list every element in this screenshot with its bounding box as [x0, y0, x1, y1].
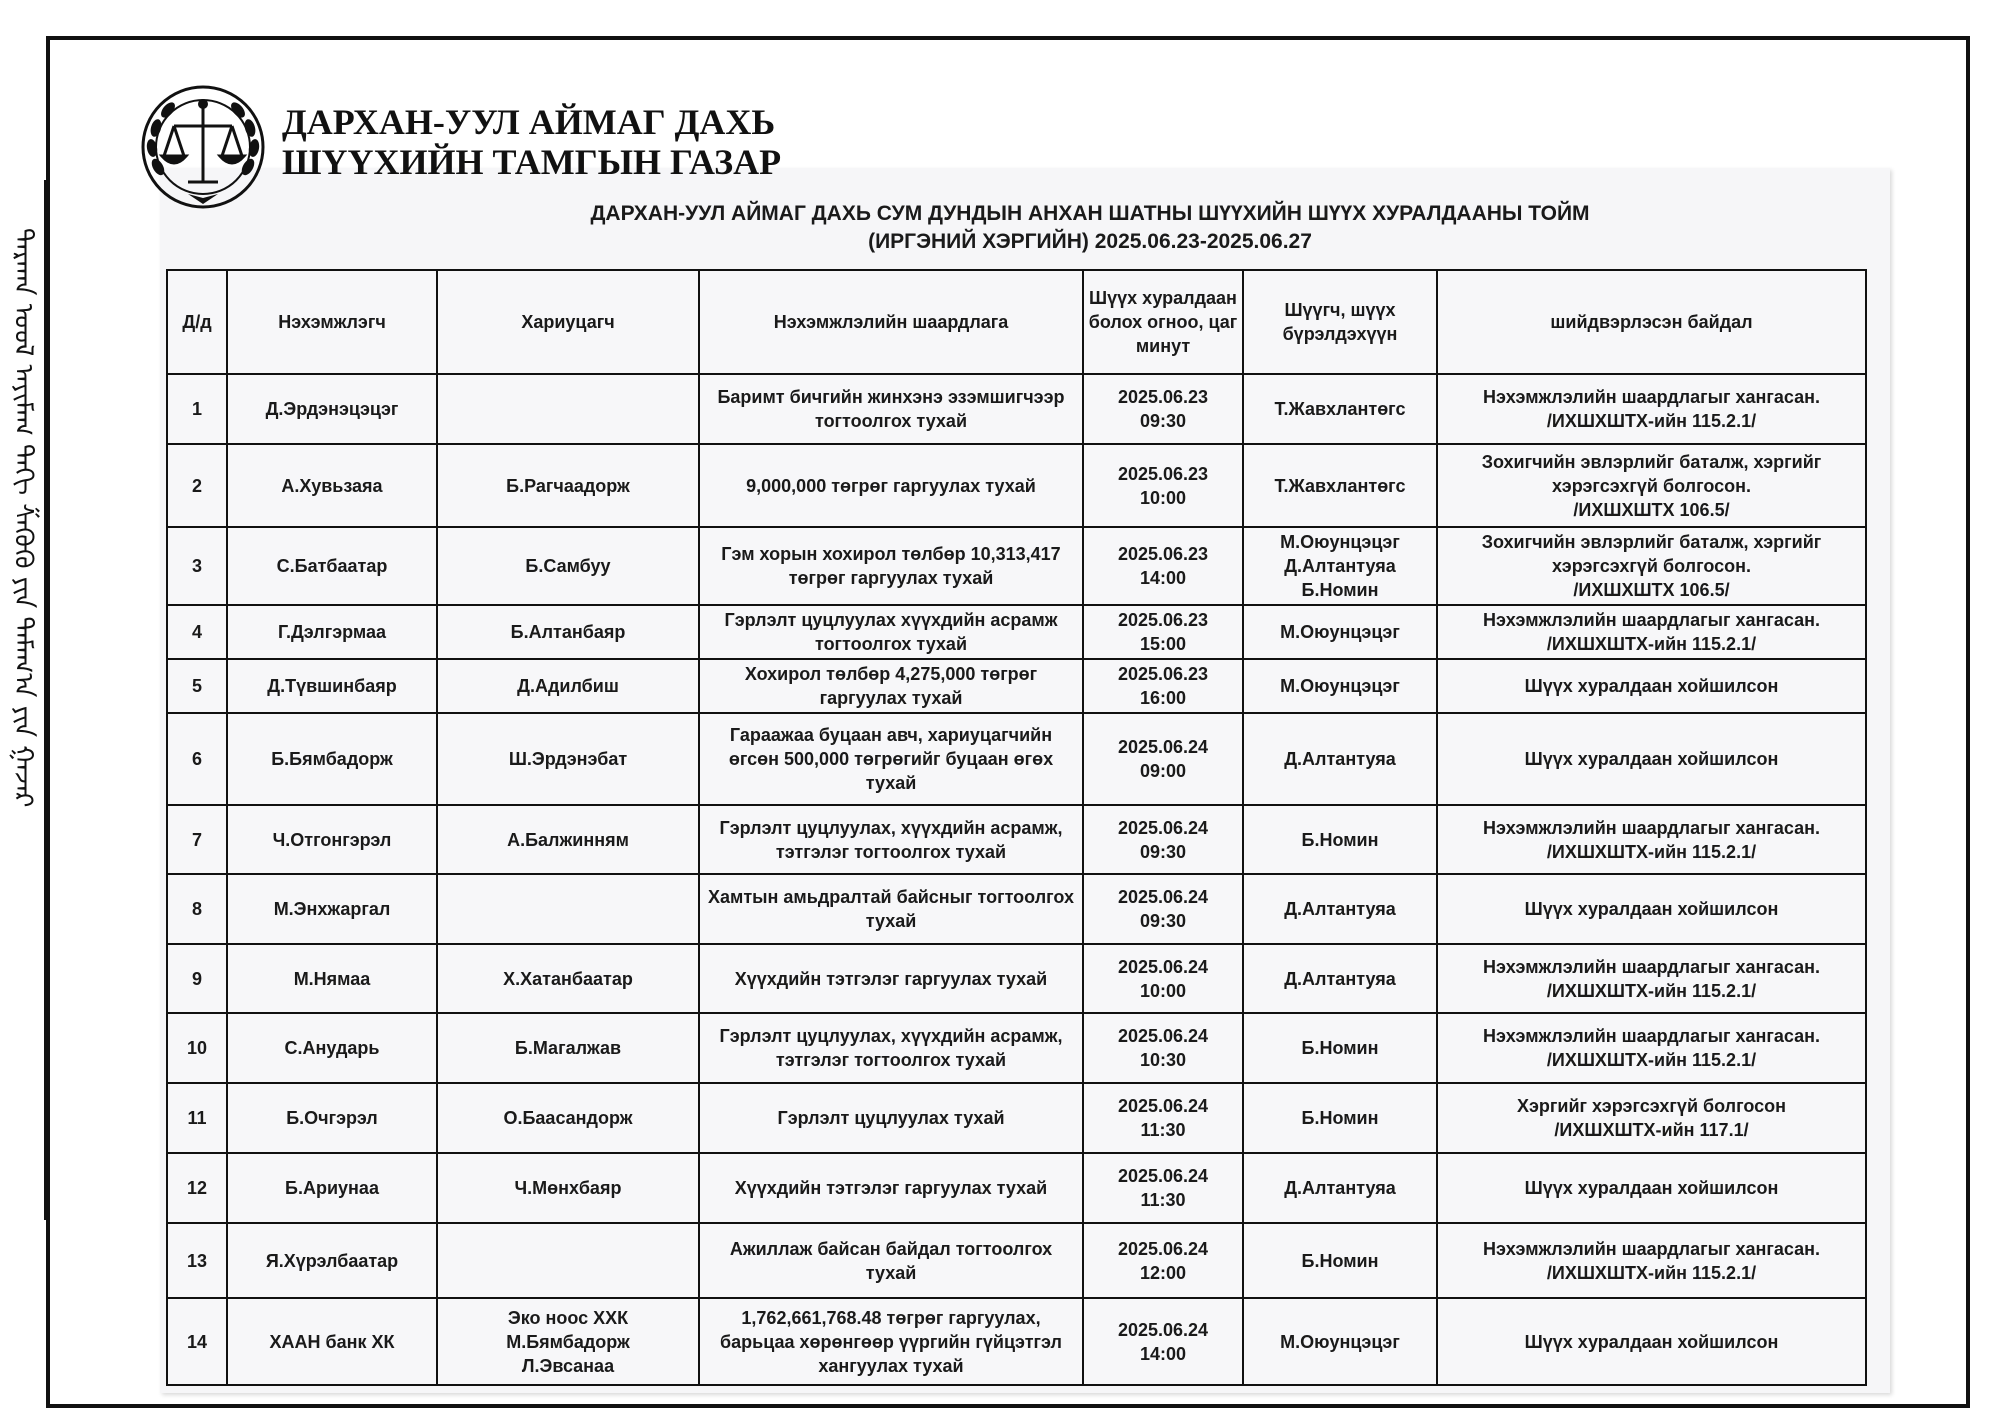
cell-claim: [699, 1083, 1083, 1153]
cell-plaintiff-line: С.Батбаатар: [276, 556, 388, 576]
cell-result: [1437, 944, 1866, 1013]
cell-plaintiff: [227, 444, 437, 527]
table-row: [167, 1153, 1866, 1223]
cell-defendant: [437, 659, 699, 713]
cell-plaintiff: [227, 374, 437, 444]
hearing-date: 2025.06.24: [1117, 1319, 1209, 1340]
cell-result: [1437, 874, 1866, 944]
cell-result: [1437, 659, 1866, 713]
cell-result-line: Шүүх хуралдаан хойшилсон: [1524, 676, 1779, 696]
cell-judge-line: Д.Алтантуяа: [1284, 1178, 1396, 1198]
cell-result: [1437, 805, 1866, 874]
cell-defendant-line: Эко ноос ХХК: [507, 1307, 629, 1328]
cell-judge-line: М.Оюунцэцэг: [1280, 1331, 1400, 1352]
cell-claim-line: Гэрлэлт цуцлуулах, хүүхдийн асрамж,: [719, 1026, 1063, 1046]
cell-hearing-datetime: [1083, 374, 1243, 444]
cell-judge-line: Д.Алтантуяа: [1284, 556, 1396, 576]
table-row: [167, 805, 1866, 874]
cell-plaintiff-line: Г.Дэлгэрмаа: [278, 622, 386, 642]
cell-plaintiff: [227, 944, 437, 1013]
cell-judge-line: Б.Номин: [1301, 1108, 1379, 1128]
hearing-date: 2025.06.23: [1117, 463, 1209, 484]
cell-defendant-line: Ч.Мөнхбаяр: [514, 1178, 622, 1198]
cell-hearing-datetime: [1083, 659, 1243, 713]
cell-plaintiff-line: Б.Бямбадорж: [271, 749, 393, 769]
cell-plaintiff-line: С.Анударь: [284, 1038, 380, 1058]
cell-judge-line: Б.Номин: [1301, 1250, 1379, 1271]
hearing-time: 11:30: [1140, 1190, 1186, 1210]
hearing-time: 09:30: [1139, 911, 1187, 931]
cell-result-line: /ИХШХШТХ-ийн 115.2.1/: [1546, 634, 1757, 654]
hearing-date: 2025.06.23: [1117, 610, 1209, 630]
cell-plaintiff: [227, 1223, 437, 1298]
cell-result-line: /ИХШХШТХ-ийн 115.2.1/: [1546, 1050, 1757, 1070]
cell-defendant: [437, 444, 699, 527]
organization-title-line1: ДАРХАН-УУЛ АЙМАГ ДАХЬ: [282, 102, 776, 142]
cell-defendant: [437, 1083, 699, 1153]
hearing-time: 10:00: [1139, 487, 1187, 508]
cell-number: 3: [167, 527, 227, 605]
cell-result: [1437, 605, 1866, 659]
cell-claim: [699, 944, 1083, 1013]
cell-result-line: Нэхэмжлэлийн шаардлагыг хангасан.: [1483, 956, 1820, 977]
hearing-time: 16:00: [1139, 688, 1187, 708]
cell-defendant: [437, 713, 699, 805]
cell-claim-line: Хамтын амьдралтай байсныг тогтоолгох: [708, 887, 1074, 907]
cell-hearing-datetime: [1083, 1013, 1243, 1083]
cell-judge: [1243, 1298, 1437, 1385]
cell-plaintiff: [227, 805, 437, 874]
cell-claim: [699, 1013, 1083, 1083]
cell-hearing-datetime: [1083, 944, 1243, 1013]
cell-result: [1437, 1013, 1866, 1083]
cell-defendant-line: Б.Магалжав: [514, 1038, 622, 1058]
cell-claim-line: тэтгэлэг тогтоолгох тухай: [775, 841, 1007, 862]
cell-number: 14: [167, 1298, 227, 1385]
cell-claim-line: гаргуулах тухай: [819, 688, 963, 708]
hearing-time: 14:00: [1139, 1343, 1187, 1364]
cell-judge-line: Б.Номин: [1301, 1038, 1379, 1058]
cell-hearing-datetime: [1083, 444, 1243, 527]
table-row: [167, 713, 1866, 805]
cell-defendant-line: Б.Рагчаадорж: [506, 475, 630, 496]
cell-claim-line: тэтгэлэг тогтоолгох тухай: [775, 1050, 1007, 1070]
cell-result-line: Нэхэмжлэлийн шаардлагыг хангасан.: [1483, 817, 1820, 838]
cell-result-line: Нэхэмжлэлийн шаардлагыг хангасан.: [1483, 1238, 1820, 1259]
cell-number: 13: [167, 1223, 227, 1298]
column-header-number: Д/д: [167, 270, 227, 374]
cell-plaintiff: [227, 1083, 437, 1153]
court-emblem-icon: [138, 82, 268, 212]
cell-claim-line: Гэрлэлт цуцлуулах хүүхдийн асрамж: [724, 610, 1058, 630]
hearing-time: 10:30: [1139, 1050, 1187, 1070]
hearing-date: 2025.06.24: [1117, 956, 1209, 977]
cell-claim: [699, 374, 1083, 444]
hearing-date: 2025.06.24: [1117, 737, 1209, 757]
cell-judge: [1243, 1013, 1437, 1083]
cell-plaintiff-line: Д.Түвшинбаяр: [267, 676, 397, 696]
hearing-date: 2025.06.24: [1117, 1166, 1209, 1186]
cell-claim-line: 9,000,000 төгрөг гаргуулах тухай: [746, 475, 1036, 496]
cell-claim-line: барьцаа хөрөнгөөр үүргийн гүйцэтгэл: [720, 1331, 1062, 1352]
cell-hearing-datetime: [1083, 713, 1243, 805]
cell-defendant: [437, 874, 699, 944]
organization-title-line2: ШҮҮХИЙН ТАМГЫН ГАЗАР: [282, 142, 782, 182]
cell-number: 4: [167, 605, 227, 659]
cell-judge: [1243, 713, 1437, 805]
cell-plaintiff-line: Б.Очгэрэл: [286, 1108, 378, 1128]
cell-judge: [1243, 605, 1437, 659]
cell-result-line: /ИХШХШТХ-ийн 115.2.1/: [1546, 980, 1757, 1001]
cell-number: 8: [167, 874, 227, 944]
cell-result-line: Шүүх хуралдаан хойшилсон: [1524, 749, 1779, 769]
table-row: [167, 659, 1866, 713]
cell-plaintiff-line: А.Хувьзаяа: [281, 475, 383, 496]
cell-defendant: [437, 805, 699, 874]
cell-result: [1437, 1223, 1866, 1298]
cell-plaintiff-line: М.Нямаа: [293, 968, 371, 989]
cell-claim: [699, 527, 1083, 605]
cell-result-line: /ИХШХШТХ-ийн 115.2.1/: [1546, 841, 1757, 862]
cell-defendant: [437, 944, 699, 1013]
cell-claim-line: тогтоолгох тухай: [814, 634, 968, 654]
cell-judge-line: Т.Жавхлантөгс: [1274, 399, 1406, 419]
cell-plaintiff: [227, 1013, 437, 1083]
table-row: [167, 444, 1866, 527]
document-title-line1: ДАРХАН-УУЛ АЙМАГ ДАХЬ СУМ ДУНДЫН АНХАН ШАТНЫ ШҮҮХИЙН ШҮҮХ ХУРАЛДААНЫ ТОЙМ: [590, 202, 1590, 225]
cell-number: 7: [167, 805, 227, 874]
cell-result-line: Шүүх хуралдаан хойшилсон: [1524, 899, 1779, 919]
cell-defendant: [437, 527, 699, 605]
hearing-time: 11:30: [1140, 1120, 1186, 1140]
hearing-date: 2025.06.23: [1117, 664, 1209, 684]
cell-plaintiff-line: М.Энхжаргал: [273, 899, 391, 919]
cell-claim-line: Баримт бичгийн жинхэнэ эзэмшигчээр: [717, 387, 1065, 407]
hearing-date: 2025.06.24: [1117, 817, 1209, 838]
cell-claim-line: Хохирол төлбөр 4,275,000 төгрөг: [744, 664, 1038, 684]
hearing-date: 2025.06.24: [1117, 1238, 1209, 1259]
cell-judge-line: М.Оюунцэцэг: [1280, 532, 1400, 552]
cell-defendant-line: Л.Эвсанаа: [521, 1355, 615, 1376]
cell-plaintiff: [227, 1298, 437, 1385]
table-row: [167, 944, 1866, 1013]
cell-judge: [1243, 1083, 1437, 1153]
cell-number: 10: [167, 1013, 227, 1083]
vertical-mongolian-script: ᠳᠠᠷᠬᠠᠨ ᠤᠤᠯ ᠠᠶᠢᠮᠠᠭ ᠳᠠᠬᠢ ᠱᠠᠭᠦᠬᠦ ᠶᠢᠨ ᠲᠠᠮᠠᠭ᠎ᠠ ᠶᠢᠨ ᠭᠠᠵᠠᠷ: [8, 228, 38, 808]
cell-claim-line: тухай: [865, 773, 917, 793]
table-row: [167, 1083, 1866, 1153]
cell-result: [1437, 527, 1866, 605]
cell-result: [1437, 1153, 1866, 1223]
cell-claim: [699, 1298, 1083, 1385]
table-row: [167, 874, 1866, 944]
cell-claim-line: Хүүхдийн тэтгэлэг гаргуулах тухай: [734, 1178, 1048, 1198]
hearing-date: 2025.06.24: [1117, 1096, 1209, 1116]
cell-plaintiff-line: Ч.Отгонгэрэл: [272, 829, 392, 850]
cell-defendant-line: Б.Алтанбаяр: [510, 622, 626, 642]
cell-hearing-datetime: [1083, 1083, 1243, 1153]
hearing-time: 09:00: [1139, 761, 1187, 781]
cell-result-line: Хэргийг хэрэгсэхгүй болгосон: [1516, 1096, 1787, 1116]
cell-claim-line: Хүүхдийн тэтгэлэг гаргуулах тухай: [734, 968, 1048, 989]
cell-hearing-datetime: [1083, 874, 1243, 944]
cell-defendant-line: А.Балжинням: [507, 829, 629, 850]
cell-number: 2: [167, 444, 227, 527]
cell-number: 12: [167, 1153, 227, 1223]
cell-claim-line: Ажиллаж байсан байдал тогтоолгох: [729, 1238, 1053, 1259]
cell-plaintiff: [227, 713, 437, 805]
cell-result-line: Зохигчийн эвлэрлийг баталж, хэргийг: [1481, 451, 1822, 472]
cell-claim-line: өгсөн 500,000 төгрөгийг буцаан өгөх: [728, 749, 1054, 769]
cell-result-line: /ИХШХШТХ 106.5/: [1573, 499, 1730, 520]
hearing-date: 2025.06.23: [1117, 544, 1209, 564]
cell-claim: [699, 444, 1083, 527]
cell-number: 6: [167, 713, 227, 805]
cell-judge-line: Б.Номин: [1301, 829, 1379, 850]
cell-claim-line: хангуулах тухай: [818, 1355, 964, 1376]
cell-claim: [699, 1223, 1083, 1298]
cell-result-line: хэрэгсэхгүй болгосон.: [1552, 556, 1751, 576]
cell-result-line: Шүүх хуралдаан хойшилсон: [1524, 1178, 1779, 1198]
cell-plaintiff: [227, 874, 437, 944]
cell-claim-line: Гэрлэлт цуцлуулах тухай: [777, 1108, 1005, 1128]
table-row: [167, 1298, 1866, 1385]
cell-claim-line: Гэм хорын хохирол төлбөр 10,313,417: [721, 544, 1061, 564]
table-row: [167, 374, 1866, 444]
cell-result-line: Нэхэмжлэлийн шаардлагыг хангасан.: [1483, 1026, 1820, 1046]
cell-plaintiff-line: Д.Эрдэнэцэцэг: [265, 399, 399, 419]
hearing-time: 10:00: [1139, 980, 1187, 1001]
cell-result-line: Шүүх хуралдаан хойшилсон: [1524, 1331, 1779, 1352]
cell-result-line: /ИХШХШТХ 106.5/: [1573, 580, 1730, 600]
table-header-row: [167, 270, 1866, 374]
column-header-claim: Нэхэмжлэлийн шаардлага: [699, 270, 1083, 374]
cell-claim-line: Гэрлэлт цуцлуулах, хүүхдийн асрамж,: [719, 817, 1063, 838]
cell-hearing-datetime: [1083, 1153, 1243, 1223]
cell-hearing-datetime: [1083, 527, 1243, 605]
hearing-time: 15:00: [1139, 634, 1187, 654]
cell-number: 11: [167, 1083, 227, 1153]
cell-judge-line: М.Оюунцэцэг: [1280, 676, 1400, 696]
cell-result: [1437, 1298, 1866, 1385]
cell-defendant-line: Б.Самбуу: [525, 556, 611, 576]
cell-claim-line: тухай: [865, 911, 917, 931]
table-row: [167, 1223, 1866, 1298]
cell-claim: [699, 659, 1083, 713]
cell-plaintiff-line: Б.Ариунаа: [285, 1178, 379, 1198]
cell-hearing-datetime: [1083, 1223, 1243, 1298]
document-title-line2: (ИРГЭНИЙ ХЭРГИЙН) 2025.06.23-2025.06.27: [868, 230, 1312, 253]
cell-result-line: Нэхэмжлэлийн шаардлагыг хангасан.: [1483, 387, 1820, 407]
cell-claim-line: тогтоолгох тухай: [814, 411, 968, 431]
organization-title: [282, 102, 982, 182]
document-title: [540, 200, 1640, 256]
cell-result: [1437, 374, 1866, 444]
cell-result-line: Зохигчийн эвлэрлийг баталж, хэргийг: [1481, 532, 1822, 552]
cell-defendant-line: Х.Хатанбаатар: [503, 968, 633, 989]
hearing-time: 09:30: [1139, 411, 1187, 431]
cell-judge: [1243, 1223, 1437, 1298]
column-header-judge: Шүүгч, шүүх бүрэлдэхүүн: [1243, 270, 1437, 374]
column-header-defendant: Хариуцагч: [437, 270, 699, 374]
table-row: [167, 605, 1866, 659]
table-row: [167, 527, 1866, 605]
cell-judge-line: Б.Номин: [1301, 580, 1379, 600]
cell-defendant-line: О.Баасандорж: [503, 1108, 633, 1128]
cell-judge: [1243, 527, 1437, 605]
hearing-date: 2025.06.24: [1117, 1026, 1209, 1046]
cell-judge-line: Д.Алтантуяа: [1284, 899, 1396, 919]
cell-hearing-datetime: [1083, 805, 1243, 874]
cell-defendant: [437, 1153, 699, 1223]
cell-hearing-datetime: [1083, 605, 1243, 659]
cell-result-line: /ИХШХШТХ-ийн 115.2.1/: [1546, 1262, 1757, 1283]
column-header-result: шийдвэрлэсэн байдал: [1437, 270, 1866, 374]
cell-judge: [1243, 374, 1437, 444]
cell-result: [1437, 1083, 1866, 1153]
cell-claim: [699, 713, 1083, 805]
cell-claim: [699, 874, 1083, 944]
cell-claim-line: Гараажаа буцаан авч, хариуцагчийн: [729, 725, 1053, 745]
column-header-hearing-datetime: Шүүх хуралдаан болох огноо, цаг минут: [1083, 270, 1243, 374]
cell-result-line: хэрэгсэхгүй болгосон.: [1552, 475, 1751, 496]
cell-plaintiff: [227, 1153, 437, 1223]
cell-defendant-line: М.Бямбадорж: [506, 1331, 630, 1352]
cell-defendant: [437, 1298, 699, 1385]
cell-result-line: /ИХШХШТХ-ийн 117.1/: [1554, 1120, 1749, 1140]
hearing-time: 12:00: [1139, 1262, 1187, 1283]
cell-result-line: /ИХШХШТХ-ийн 115.2.1/: [1546, 411, 1757, 431]
hearing-time: 09:30: [1139, 841, 1187, 862]
cell-result: [1437, 444, 1866, 527]
table-row: [167, 1013, 1866, 1083]
cell-judge-line: Д.Алтантуяа: [1284, 968, 1396, 989]
cell-defendant: [437, 1223, 699, 1298]
cell-claim: [699, 605, 1083, 659]
cell-judge: [1243, 944, 1437, 1013]
cell-judge: [1243, 659, 1437, 713]
cell-defendant: [437, 1013, 699, 1083]
cell-plaintiff-line: ХААН банк ХК: [269, 1331, 395, 1352]
cell-claim-line: төгрөг гаргуулах тухай: [788, 568, 994, 588]
cell-plaintiff: [227, 605, 437, 659]
hearing-schedule-table: [166, 269, 1867, 1386]
cell-judge: [1243, 874, 1437, 944]
cell-number: 1: [167, 374, 227, 444]
column-header-plaintiff: Нэхэмжлэгч: [227, 270, 437, 374]
cell-hearing-datetime: [1083, 1298, 1243, 1385]
hearing-date: 2025.06.23: [1117, 387, 1209, 407]
cell-claim: [699, 1153, 1083, 1223]
cell-defendant: [437, 374, 699, 444]
cell-claim: [699, 805, 1083, 874]
cell-defendant-line: Ш.Эрдэнэбат: [508, 749, 628, 769]
cell-judge: [1243, 805, 1437, 874]
cell-plaintiff: [227, 659, 437, 713]
hearing-date: 2025.06.24: [1117, 887, 1209, 907]
cell-claim-line: тухай: [865, 1262, 917, 1283]
cell-result: [1437, 713, 1866, 805]
cell-judge: [1243, 1153, 1437, 1223]
cell-number: 5: [167, 659, 227, 713]
cell-result-line: Нэхэмжлэлийн шаардлагыг хангасан.: [1483, 610, 1820, 630]
cell-judge: [1243, 444, 1437, 527]
cell-plaintiff: [227, 527, 437, 605]
cell-judge-line: М.Оюунцэцэг: [1280, 622, 1400, 642]
cell-defendant: [437, 605, 699, 659]
cell-number: 9: [167, 944, 227, 1013]
table-body: [167, 374, 1866, 1385]
cell-defendant-line: Д.Адилбиш: [517, 676, 619, 696]
cell-judge-line: Т.Жавхлантөгс: [1274, 475, 1406, 496]
cell-claim-line: 1,762,661,768.48 төгрөг гаргуулах,: [741, 1307, 1041, 1328]
hearing-time: 14:00: [1139, 568, 1187, 588]
cell-plaintiff-line: Я.Хүрэлбаатар: [265, 1250, 399, 1271]
cell-judge-line: Д.Алтантуяа: [1284, 749, 1396, 769]
